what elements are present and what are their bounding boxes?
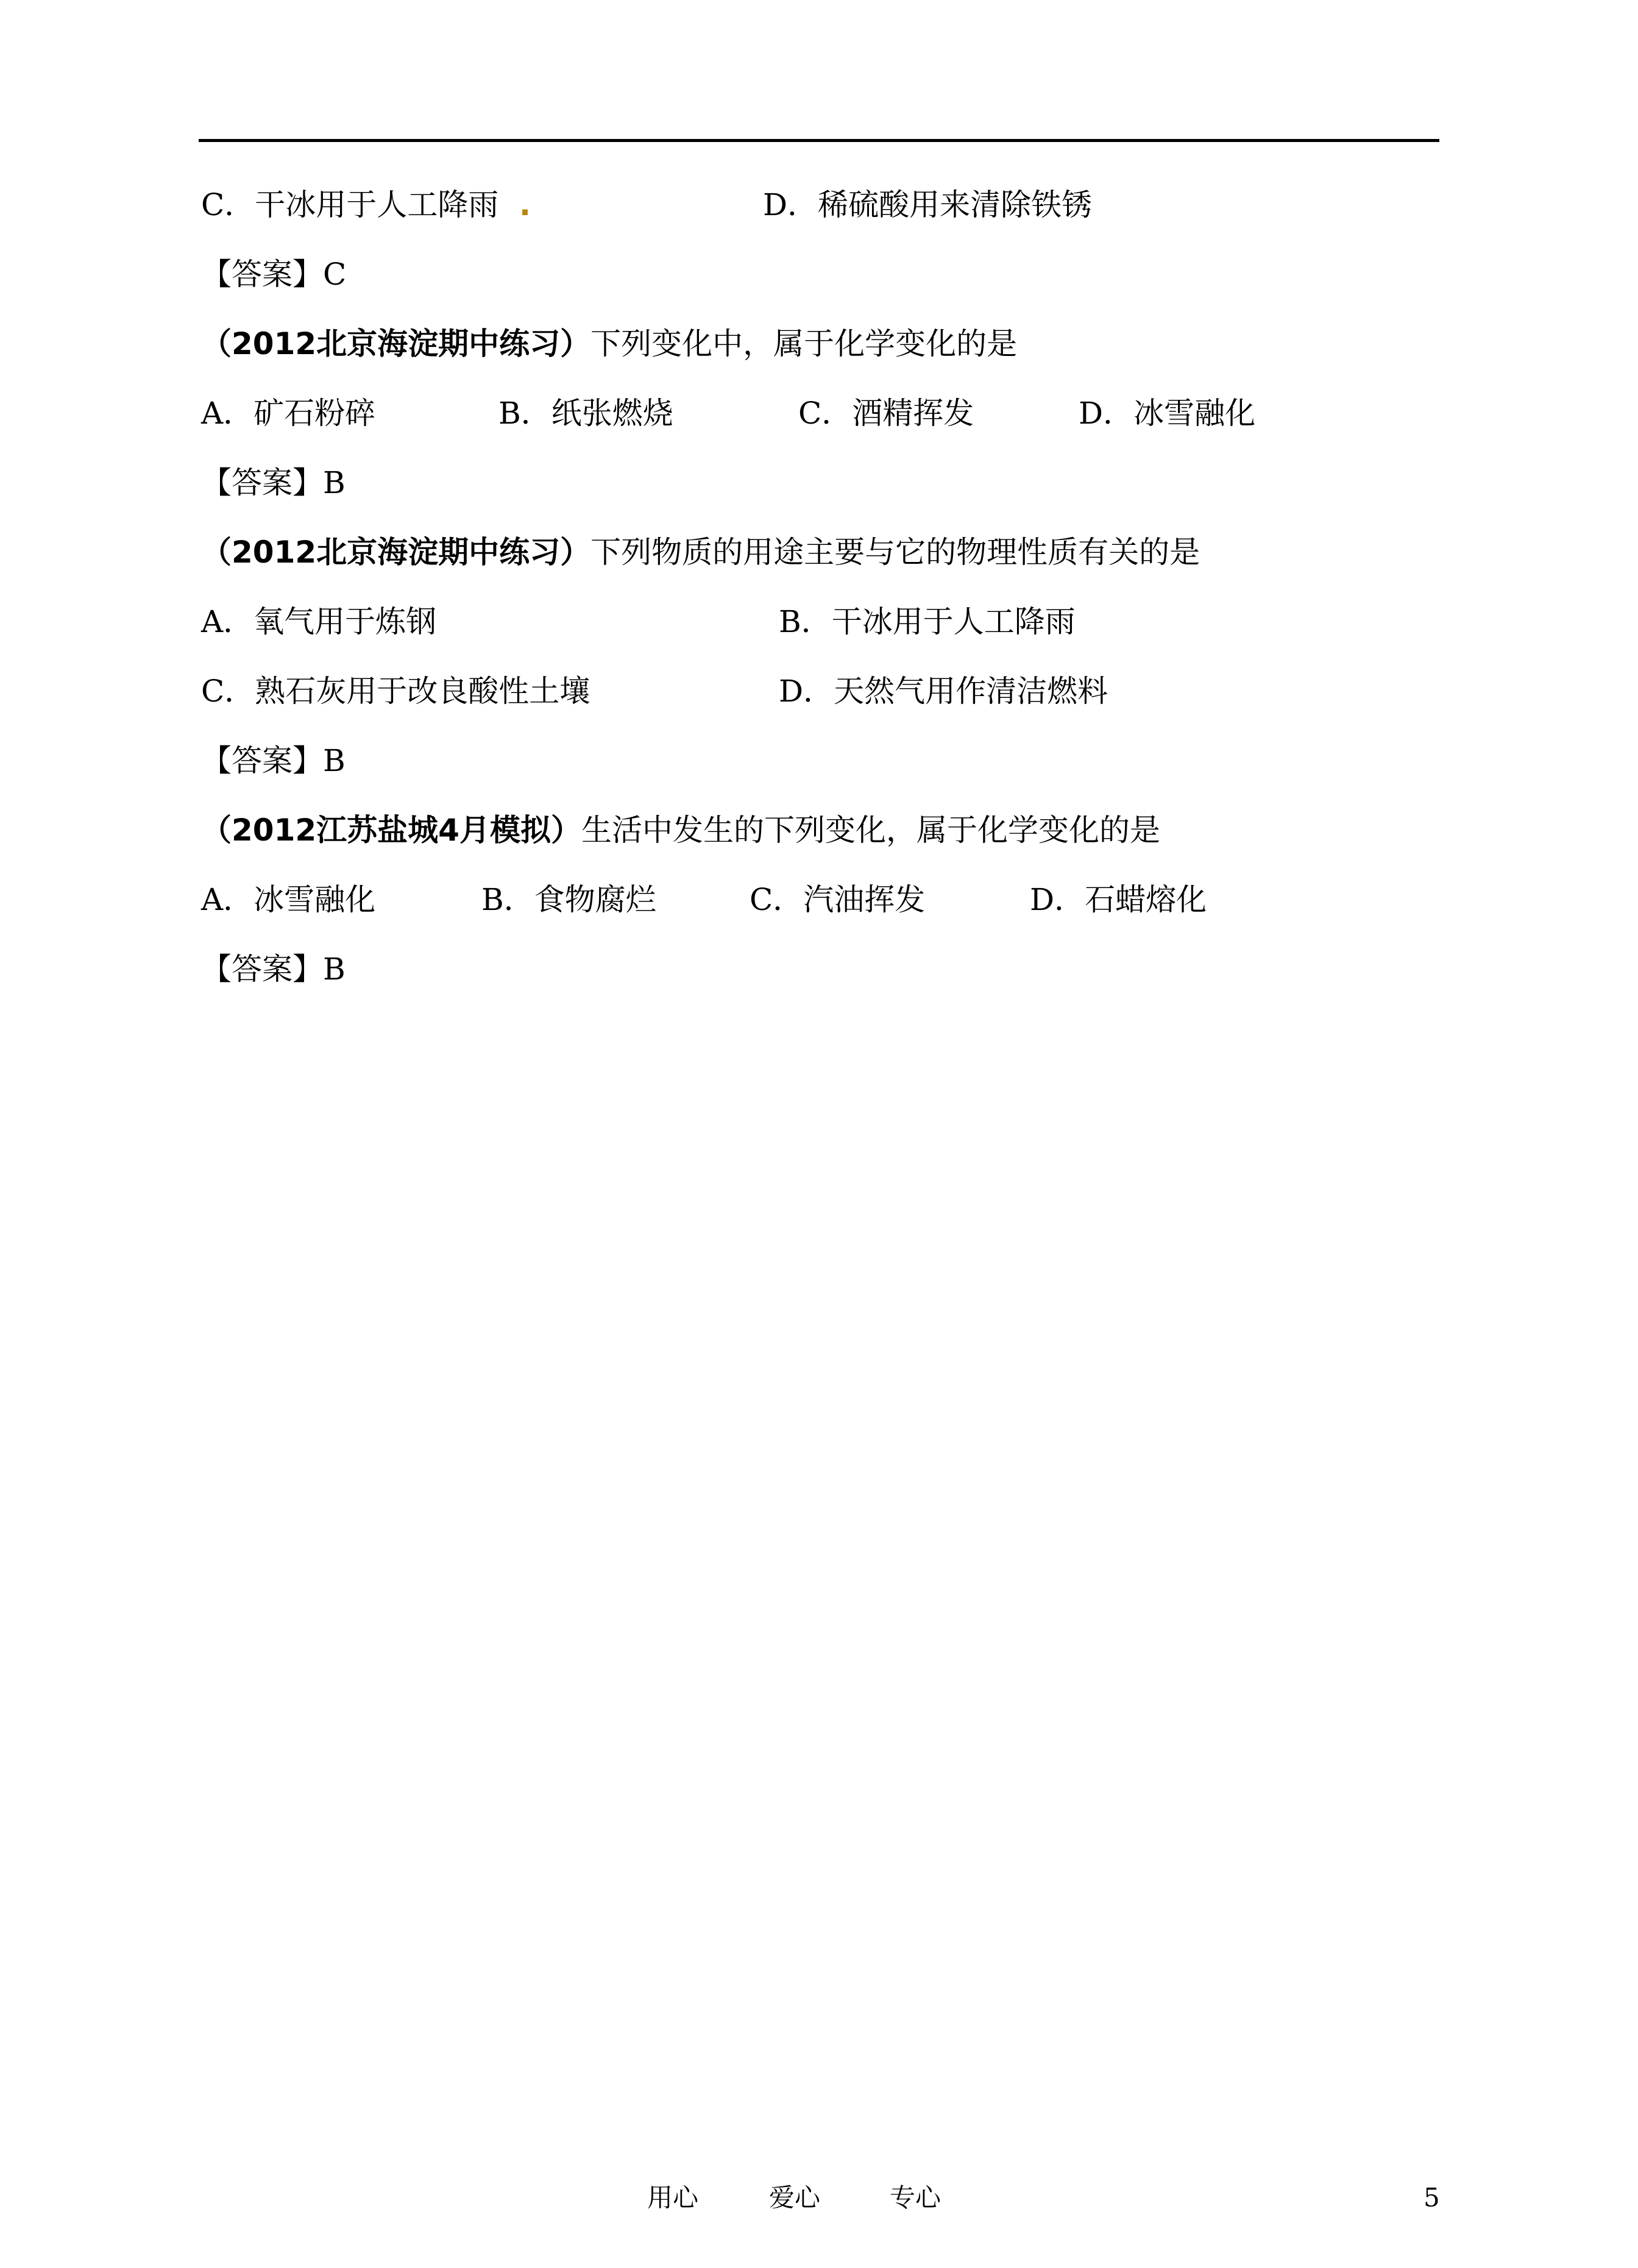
q2-source: （2012北京海淀期中练习） (201, 535, 591, 570)
q3-option-c: C．汽油挥发 (750, 882, 926, 917)
q1-option-a: A．矿石粉碎 (201, 396, 376, 431)
q0-option-c: C．干冰用于人工降雨 (201, 187, 499, 222)
q2-stem: 下列物质的用途主要与它的物理性质有关的是 (590, 535, 1200, 570)
q3-option-b: B．食物腐烂 (481, 882, 656, 917)
q1-option-c: C．酒精挥发 (798, 396, 974, 431)
q1-question (201, 325, 1017, 362)
q3-question (201, 812, 1160, 848)
q1-option-d: D．冰雪融化 (1079, 396, 1256, 431)
q1-stem: 下列变化中，属于化学变化的是 (590, 326, 1018, 361)
footer-motto-1: 用心 (647, 2183, 699, 2213)
q1-option-b: B．纸张燃烧 (498, 396, 673, 431)
q3-source: （2012江苏盐城4月模拟） (201, 812, 581, 848)
q3-option-d: D．石蜡熔化 (1030, 882, 1207, 917)
q2-option-a: A．氧气用于炼钢 (201, 604, 437, 639)
q3-option-a: A．冰雪融化 (201, 882, 376, 917)
q3-answer: 【答案】B (201, 951, 346, 987)
q1-source: （2012北京海淀期中练习） (201, 326, 591, 361)
q0-option-d: D．稀硫酸用来清除铁锈 (763, 187, 1093, 222)
footer-motto-3: 专心 (890, 2183, 941, 2213)
q0-answer: 【答案】C (201, 257, 347, 292)
q2-option-c: C．熟石灰用于改良酸性土壤 (201, 674, 590, 709)
q2-answer: 【答案】B (201, 743, 346, 778)
q2-question (201, 534, 1200, 571)
header-rule (199, 139, 1439, 142)
q3-stem: 生活中发生的下列变化，属于化学变化的是 (581, 812, 1160, 848)
page-number: 5 (1424, 2183, 1440, 2213)
q1-answer: 【答案】B (201, 465, 346, 500)
q2-option-b: B．干冰用于人工降雨 (779, 604, 1076, 639)
q2-option-d: D．天然气用作清洁燃料 (779, 674, 1108, 709)
q0-dot-mark: . (519, 187, 531, 222)
footer-motto-2: 爱心 (769, 2183, 821, 2213)
